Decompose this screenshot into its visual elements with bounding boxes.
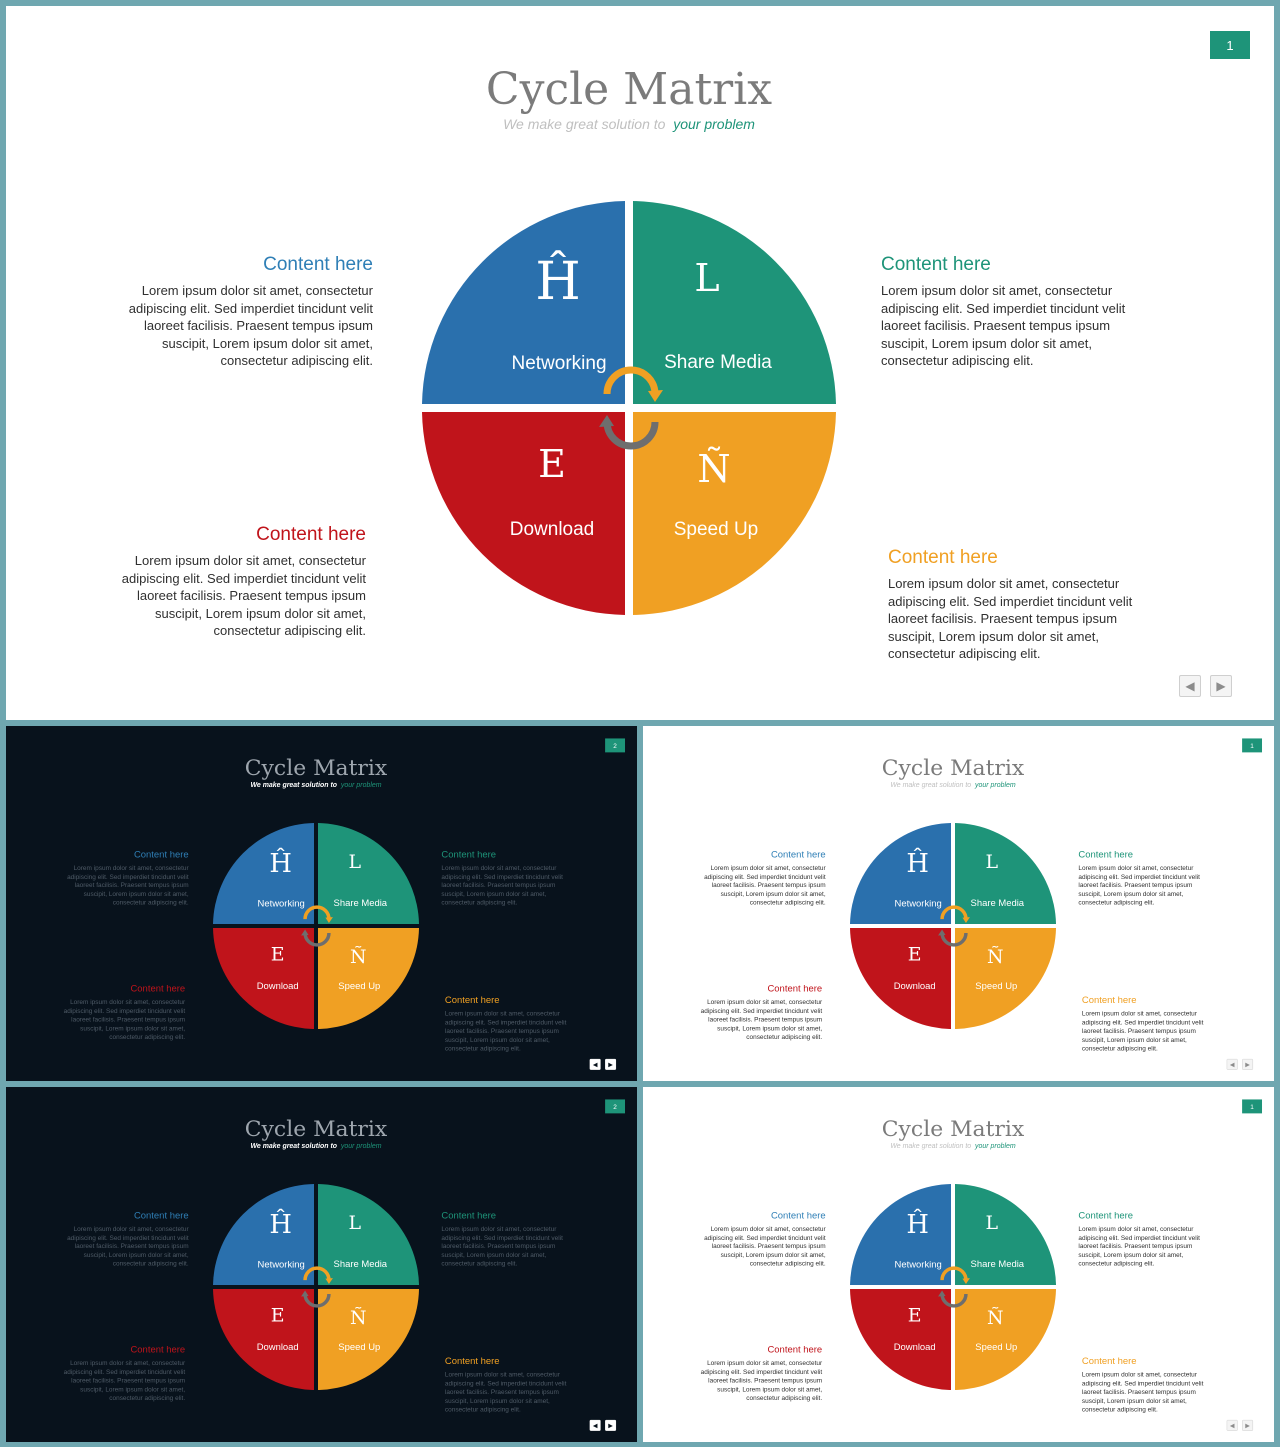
speed-up-symbol: Ñ bbox=[697, 447, 731, 491]
share-media-label: Share Media bbox=[333, 898, 388, 910]
download-symbol: E bbox=[270, 1304, 285, 1327]
download-label: Download bbox=[893, 981, 936, 993]
content-heading: Content here bbox=[767, 1344, 823, 1356]
content-block-bottom-left bbox=[98, 524, 366, 640]
slide-thumbnail-light-1[interactable] bbox=[643, 726, 1274, 1081]
slide-subtitle bbox=[643, 1142, 1263, 1150]
networking-symbol: Ĥ bbox=[535, 252, 581, 312]
subtitle-lead: We make great solution to bbox=[503, 116, 666, 132]
previous-slide-button[interactable]: ◀ bbox=[1227, 1420, 1238, 1431]
quadrant-download bbox=[422, 412, 625, 615]
download-symbol: E bbox=[907, 943, 922, 966]
content-body: Lorem ipsum dolor sit amet, consectetur adipiscing elit. Sed imperdiet tincidunt velit laoreet facilisis. Praesent tempus ipsum suscipit, Lorem ipsum dolor sit amet, consectetur adipiscing elit. bbox=[704, 1224, 826, 1268]
download-label: Download bbox=[893, 1342, 936, 1354]
share-media-symbol: L bbox=[348, 1211, 362, 1234]
previous-slide-button[interactable]: ◀ bbox=[1227, 1059, 1238, 1070]
content-body: Lorem ipsum dolor sit amet, consectetur adipiscing elit. Sed imperdiet tincidunt velit laoreet facilisis. Praesent tempus ipsum suscipit, Lorem ipsum dolor sit amet, consectetur adipiscing elit. bbox=[888, 576, 1133, 662]
networking-label: Networking bbox=[257, 1259, 305, 1271]
quadrant-share-media bbox=[633, 201, 836, 404]
content-heading: Content here bbox=[133, 849, 189, 860]
content-block-bottom-right bbox=[445, 995, 579, 1053]
content-body: Lorem ipsum dolor sit amet, consectetur adipiscing elit. Sed imperdiet tincidunt velit laoreet facilisis. Praesent tempus ipsum suscipit, Lorem ipsum dolor sit amet, consectetur adipiscing elit. bbox=[441, 863, 563, 907]
cycle-matrix-diagram bbox=[850, 1184, 1056, 1390]
next-slide-button[interactable]: ▶ bbox=[605, 1059, 616, 1070]
networking-symbol: Ĥ bbox=[906, 848, 929, 879]
share-media-label: Share Media bbox=[970, 898, 1025, 910]
slide-thumbnail-light-2[interactable] bbox=[643, 1087, 1274, 1442]
networking-symbol: Ĥ bbox=[269, 1209, 292, 1240]
content-heading: Content here bbox=[130, 1344, 186, 1356]
download-symbol: E bbox=[270, 943, 285, 966]
content-body: Lorem ipsum dolor sit amet, consectetur adipiscing elit. Sed imperdiet tincidunt velit laoreet facilisis. Praesent tempus ipsum suscipit, Lorem ipsum dolor sit amet, consectetur adipiscing elit. bbox=[441, 1224, 563, 1268]
previous-slide-button[interactable]: ◀ bbox=[590, 1059, 601, 1070]
slide-content bbox=[643, 726, 1274, 1081]
slide-subtitle bbox=[6, 116, 1252, 132]
previous-slide-button[interactable]: ◀ bbox=[1179, 675, 1201, 697]
quadrant-speed-up bbox=[318, 928, 419, 1029]
slide-thumbnail-dark-2[interactable] bbox=[6, 1087, 637, 1442]
slide-content bbox=[643, 1087, 1274, 1442]
share-media-symbol: L bbox=[985, 1211, 999, 1234]
download-label: Download bbox=[256, 1342, 299, 1354]
download-symbol: E bbox=[907, 1304, 922, 1327]
slide-title: Cycle Matrix bbox=[485, 64, 773, 115]
share-media-symbol: L bbox=[694, 256, 720, 300]
speed-up-symbol: Ñ bbox=[987, 945, 1004, 968]
content-block-top-left bbox=[52, 849, 189, 907]
content-body: Lorem ipsum dolor sit amet, consectetur adipiscing elit. Sed imperdiet tincidunt velit laoreet facilisis. Praesent tempus ipsum suscipit, Lorem ipsum dolor sit amet, consectetur adipiscing elit. bbox=[67, 1224, 189, 1268]
share-media-label: Share Media bbox=[664, 352, 772, 373]
content-heading: Content here bbox=[1078, 849, 1134, 860]
content-body: Lorem ipsum dolor sit amet, consectetur adipiscing elit. Sed imperdiet tincidunt velit laoreet facilisis. Praesent tempus ipsum suscipit, Lorem ipsum dolor sit amet, consectetur adipiscing elit. bbox=[1081, 1009, 1204, 1053]
content-heading: Content here bbox=[441, 849, 497, 860]
quadrant-speed-up bbox=[318, 1289, 419, 1390]
download-symbol: E bbox=[538, 442, 566, 486]
slide-subtitle bbox=[6, 1142, 626, 1150]
cycle-matrix-diagram bbox=[213, 823, 419, 1029]
page-number-badge: 2 bbox=[605, 738, 625, 752]
content-heading: Content here bbox=[444, 1356, 500, 1367]
content-body: Lorem ipsum dolor sit amet, consectetur adipiscing elit. Sed imperdiet tincidunt velit laoreet facilisis. Praesent tempus ipsum suscipit, Lorem ipsum dolor sit amet, consectetur adipiscing elit. bbox=[881, 283, 1126, 369]
cycle-matrix-diagram bbox=[213, 1184, 419, 1390]
page-number-badge: 1 bbox=[1242, 1099, 1262, 1113]
subtitle-lead: We make great solution to bbox=[250, 1141, 338, 1150]
quadrant-download bbox=[213, 1289, 314, 1390]
subtitle-lead: We make great solution to bbox=[890, 1141, 972, 1150]
quadrant-download bbox=[850, 928, 951, 1029]
content-heading: Content here bbox=[133, 1210, 189, 1221]
slide-content bbox=[6, 1087, 637, 1442]
cycle-matrix-diagram bbox=[850, 823, 1056, 1029]
content-heading: Content here bbox=[263, 254, 373, 275]
subtitle-lead: We make great solution to bbox=[250, 780, 338, 789]
subtitle-accent: your problem bbox=[975, 780, 1016, 789]
content-heading: Content here bbox=[770, 1210, 826, 1221]
next-slide-button[interactable]: ▶ bbox=[1242, 1059, 1253, 1070]
quadrant-download bbox=[213, 928, 314, 1029]
content-heading: Content here bbox=[767, 983, 823, 995]
download-label: Download bbox=[256, 981, 299, 993]
content-heading: Content here bbox=[1081, 995, 1137, 1006]
subtitle-accent: your problem bbox=[673, 116, 755, 132]
subtitle-accent: your problem bbox=[340, 780, 382, 789]
content-heading: Content here bbox=[441, 1210, 497, 1221]
slide-subtitle bbox=[643, 781, 1263, 789]
slide-subtitle bbox=[6, 781, 626, 789]
slide-title: Cycle Matrix bbox=[244, 1115, 388, 1142]
networking-label: Networking bbox=[511, 353, 607, 374]
content-heading: Content here bbox=[130, 983, 186, 995]
subtitle-accent: your problem bbox=[975, 1141, 1016, 1150]
networking-symbol: Ĥ bbox=[906, 1209, 929, 1240]
content-heading: Content here bbox=[881, 254, 991, 275]
content-heading: Content here bbox=[770, 849, 826, 860]
content-heading: Content here bbox=[888, 547, 998, 568]
speed-up-label: Speed Up bbox=[338, 1342, 381, 1354]
content-body: Lorem ipsum dolor sit amet, consectetur adipiscing elit. Sed imperdiet tincidunt velit laoreet facilisis. Praesent tempus ipsum suscipit, Lorem ipsum dolor sit amet, consectetur adipiscing elit. bbox=[1078, 1224, 1200, 1268]
content-block-top-right bbox=[441, 849, 575, 907]
speed-up-symbol: Ñ bbox=[350, 1306, 367, 1329]
slide-content bbox=[6, 726, 637, 1081]
page-number-badge: 1 bbox=[1242, 738, 1262, 752]
quadrant-download bbox=[850, 1289, 951, 1390]
content-block-top-right bbox=[1078, 1210, 1212, 1268]
quadrant-speed-up bbox=[633, 412, 836, 615]
content-body: Lorem ipsum dolor sit amet, consectetur adipiscing elit. Sed imperdiet tincidunt velit laoreet facilisis. Praesent tempus ipsum suscipit, Lorem ipsum dolor sit amet, consectetur adipiscing elit. bbox=[1081, 1370, 1204, 1414]
slide-content bbox=[6, 6, 1274, 720]
content-body: Lorem ipsum dolor sit amet, consectetur adipiscing elit. Sed imperdiet tincidunt velit laoreet facilisis. Praesent tempus ipsum suscipit, Lorem ipsum dolor sit amet, consectetur adipiscing elit. bbox=[700, 1359, 823, 1402]
speed-up-label: Speed Up bbox=[975, 1342, 1018, 1354]
content-heading: Content here bbox=[1081, 1356, 1137, 1367]
content-block-bottom-right bbox=[1082, 1356, 1216, 1414]
previous-slide-button[interactable]: ◀ bbox=[590, 1420, 601, 1431]
next-slide-button[interactable]: ▶ bbox=[605, 1420, 616, 1431]
speed-up-symbol: Ñ bbox=[987, 1306, 1004, 1329]
content-body: Lorem ipsum dolor sit amet, consectetur adipiscing elit. Sed imperdiet tincidunt velit laoreet facilisis. Praesent tempus ipsum suscipit, Lorem ipsum dolor sit amet, consectetur adipiscing elit. bbox=[1078, 863, 1200, 907]
content-block-top-left bbox=[52, 1210, 189, 1268]
content-block-bottom-right bbox=[445, 1356, 579, 1414]
slide-title: Cycle Matrix bbox=[881, 1115, 1025, 1142]
cycle-matrix-diagram bbox=[422, 201, 836, 615]
content-body: Lorem ipsum dolor sit amet, consectetur adipiscing elit. Sed imperdiet tincidunt velit laoreet facilisis. Praesent tempus ipsum suscipit, Lorem ipsum dolor sit amet, consectetur adipiscing elit. bbox=[63, 998, 186, 1041]
content-block-bottom-left bbox=[689, 1345, 822, 1403]
content-body: Lorem ipsum dolor sit amet, consectetur adipiscing elit. Sed imperdiet tincidunt velit laoreet facilisis. Praesent tempus ipsum suscipit, Lorem ipsum dolor sit amet, consectetur adipiscing elit. bbox=[128, 283, 373, 369]
next-slide-button[interactable]: ▶ bbox=[1210, 675, 1232, 697]
content-block-top-left bbox=[689, 849, 826, 907]
content-block-top-right bbox=[881, 254, 1151, 370]
share-media-symbol: L bbox=[348, 850, 362, 873]
download-label: Download bbox=[509, 519, 595, 540]
content-block-top-left bbox=[689, 1210, 826, 1268]
content-block-top-right bbox=[441, 1210, 575, 1268]
content-body: Lorem ipsum dolor sit amet, consectetur adipiscing elit. Sed imperdiet tincidunt velit laoreet facilisis. Praesent tempus ipsum suscipit, Lorem ipsum dolor sit amet, consectetur adipiscing elit. bbox=[444, 1370, 567, 1414]
content-block-bottom-left bbox=[689, 984, 822, 1042]
slide-title: Cycle Matrix bbox=[244, 754, 388, 781]
content-heading: Content here bbox=[1078, 1210, 1134, 1221]
content-body: Lorem ipsum dolor sit amet, consectetur adipiscing elit. Sed imperdiet tincidunt velit laoreet facilisis. Praesent tempus ipsum suscipit, Lorem ipsum dolor sit amet, consectetur adipiscing elit. bbox=[444, 1009, 567, 1053]
slide-thumbnail-dark-1[interactable] bbox=[6, 726, 637, 1081]
speed-up-symbol: Ñ bbox=[350, 945, 367, 968]
networking-label: Networking bbox=[894, 898, 942, 910]
slide-main bbox=[6, 6, 1274, 720]
speed-up-label: Speed Up bbox=[338, 981, 381, 993]
slide-title: Cycle Matrix bbox=[881, 754, 1025, 781]
content-heading: Content here bbox=[444, 995, 500, 1006]
content-block-top-right bbox=[1078, 849, 1212, 907]
share-media-label: Share Media bbox=[333, 1259, 388, 1271]
content-block-bottom-right bbox=[888, 547, 1158, 663]
content-body: Lorem ipsum dolor sit amet, consectetur adipiscing elit. Sed imperdiet tincidunt velit laoreet facilisis. Praesent tempus ipsum suscipit, Lorem ipsum dolor sit amet, consectetur adipiscing elit. bbox=[704, 863, 826, 907]
speed-up-label: Speed Up bbox=[673, 519, 759, 540]
share-media-label: Share Media bbox=[970, 1259, 1025, 1271]
speed-up-label: Speed Up bbox=[975, 981, 1018, 993]
content-heading: Content here bbox=[256, 524, 366, 545]
content-block-bottom-left bbox=[52, 984, 185, 1042]
share-media-symbol: L bbox=[985, 850, 999, 873]
content-body: Lorem ipsum dolor sit amet, consectetur adipiscing elit. Sed imperdiet tincidunt velit laoreet facilisis. Praesent tempus ipsum suscipit, Lorem ipsum dolor sit amet, consectetur adipiscing elit. bbox=[700, 998, 823, 1041]
networking-label: Networking bbox=[257, 898, 305, 910]
content-body: Lorem ipsum dolor sit amet, consectetur adipiscing elit. Sed imperdiet tincidunt velit laoreet facilisis. Praesent tempus ipsum suscipit, Lorem ipsum dolor sit amet, consectetur adipiscing elit. bbox=[121, 553, 366, 639]
quadrant-speed-up bbox=[955, 1289, 1056, 1390]
next-slide-button[interactable]: ▶ bbox=[1242, 1420, 1253, 1431]
networking-symbol: Ĥ bbox=[269, 848, 292, 879]
subtitle-accent: your problem bbox=[340, 1141, 382, 1150]
quadrant-speed-up bbox=[955, 928, 1056, 1029]
content-body: Lorem ipsum dolor sit amet, consectetur adipiscing elit. Sed imperdiet tincidunt velit laoreet facilisis. Praesent tempus ipsum suscipit, Lorem ipsum dolor sit amet, consectetur adipiscing elit. bbox=[67, 863, 189, 907]
page-number-badge: 2 bbox=[605, 1099, 625, 1113]
networking-label: Networking bbox=[894, 1259, 942, 1271]
subtitle-lead: We make great solution to bbox=[890, 780, 972, 789]
content-body: Lorem ipsum dolor sit amet, consectetur adipiscing elit. Sed imperdiet tincidunt velit laoreet facilisis. Praesent tempus ipsum suscipit, Lorem ipsum dolor sit amet, consectetur adipiscing elit. bbox=[63, 1359, 186, 1402]
content-block-bottom-right bbox=[1082, 995, 1216, 1053]
page-number-badge: 1 bbox=[1210, 31, 1250, 59]
content-block-top-left bbox=[98, 254, 373, 370]
content-block-bottom-left bbox=[52, 1345, 185, 1403]
